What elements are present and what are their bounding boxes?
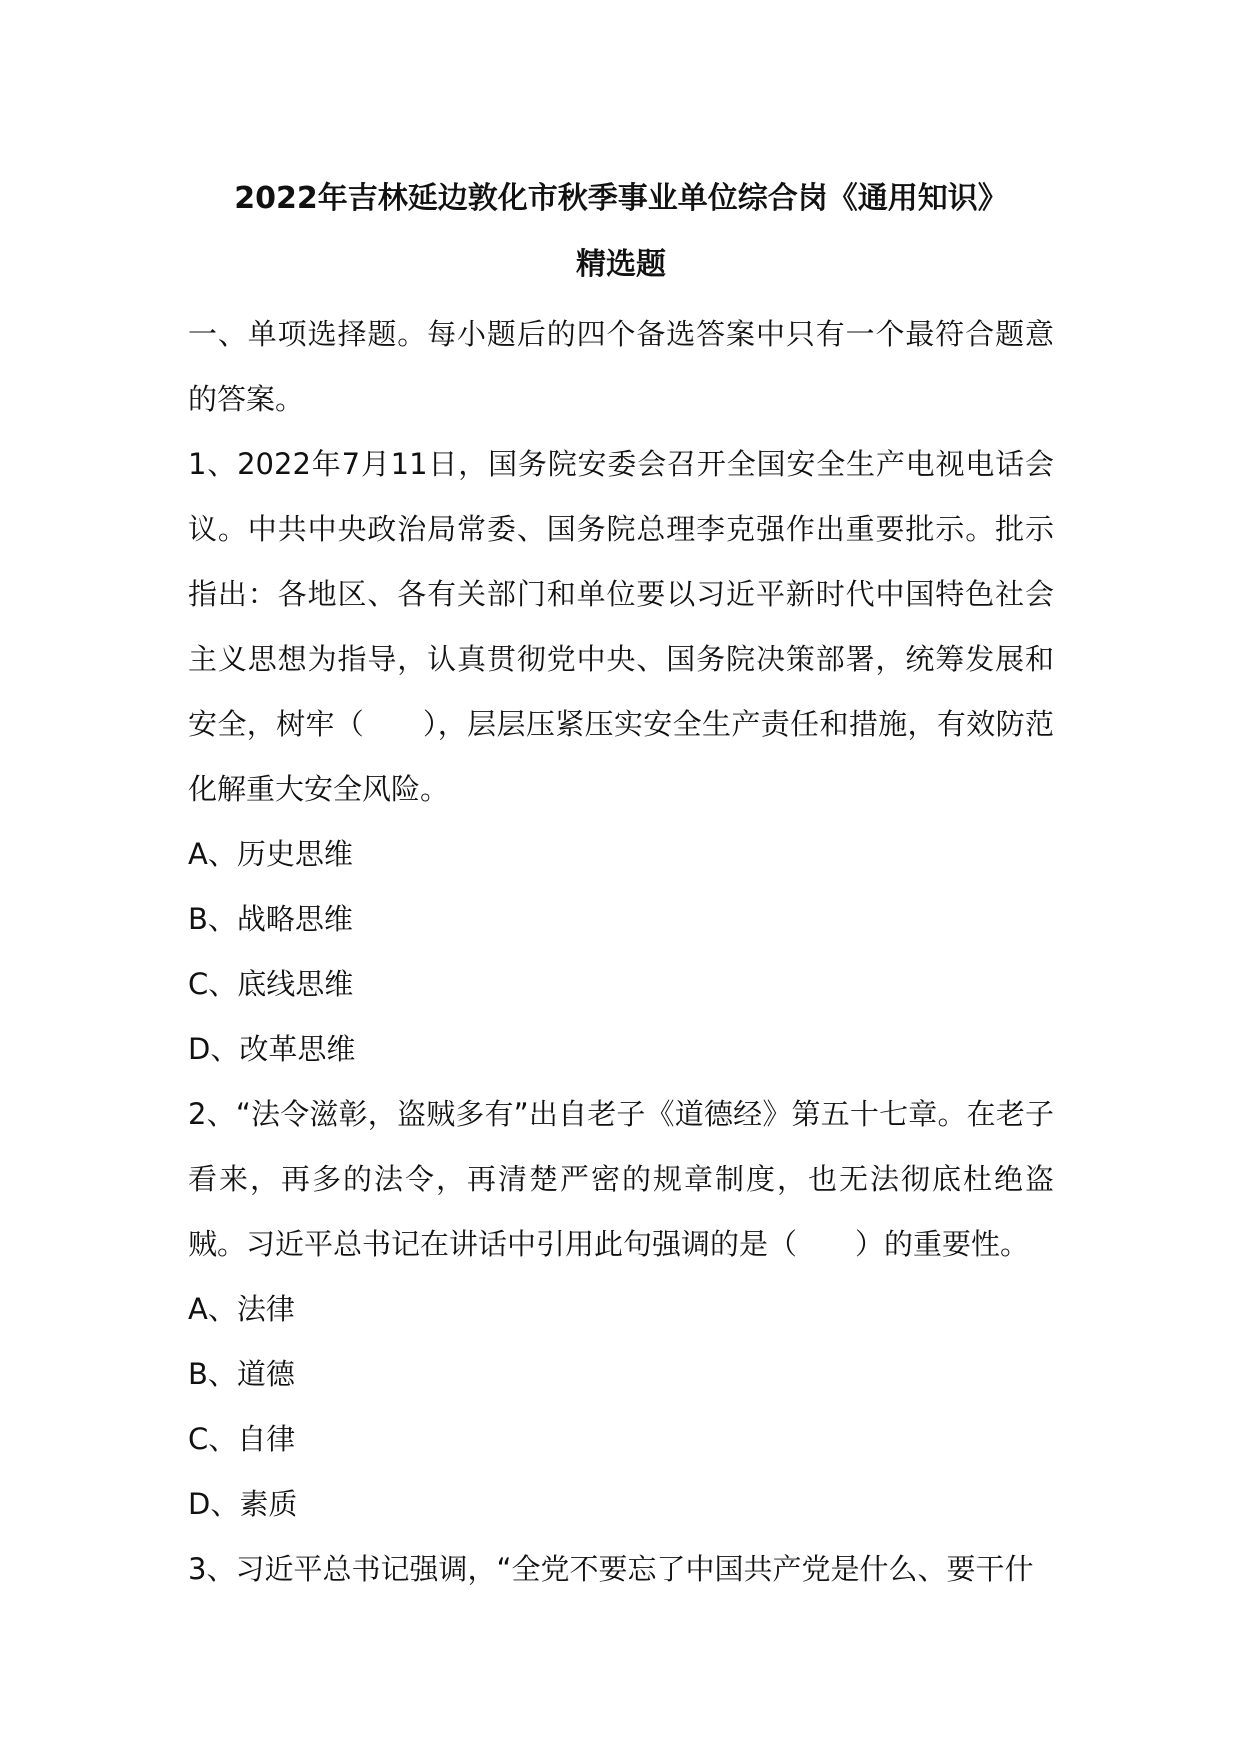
option-c: C、底线思维 (188, 967, 354, 1001)
document-page (188, 166, 1054, 1602)
option-c: C、自律 (188, 1422, 296, 1456)
option-d: D、素质 (188, 1487, 298, 1521)
question-1 (188, 432, 1054, 1082)
option-a: A、法律 (188, 1292, 295, 1326)
question-stem: 3、习近平总书记强调，“全党不要忘了中国共产党是什么、要干什 (188, 1552, 1034, 1586)
question-stem: 2、“法令滋彰，盗贼多有”出自老子《道德经》第五十七章。在老子看来，再多的法令，再清楚严密的规章制度，也无法彻底杜绝盗贼。习近平总书记在讲话中引用此句强调的是（ ）的重要性。 (188, 1097, 1054, 1261)
section-heading: 一、单项选择题。每小题后的四个备选答案中只有一个最符合题意的答案。 (188, 317, 1054, 416)
option-a: A、历史思维 (188, 837, 353, 871)
title-line-2: 精选题 (576, 247, 666, 282)
document-title (188, 166, 1054, 298)
question-stem: 1、2022年7月11日，国务院安委会召开全国安全生产电视电话会议。中共中央政治局常委、国务院总理李克强作出重要批示。批示指出：各地区、各有关部门和单位要以习近平新时代中国特色社会主义思想为指导，认真贯彻党中央、国务院决策部署，统筹发展和安全，树牢（ ），层层压紧压实安全生产责任和措施，有效防范化解重大安全风险。 (188, 447, 1054, 806)
title-line-1: 2022年吉林延边敦化市秋季事业单位综合岗《通用知识》 (234, 181, 1008, 216)
question-2 (188, 1082, 1054, 1537)
option-b: B、道德 (188, 1357, 295, 1391)
question-3 (188, 1537, 1054, 1602)
option-b: B、战略思维 (188, 902, 353, 936)
option-d: D、改革思维 (188, 1032, 356, 1066)
